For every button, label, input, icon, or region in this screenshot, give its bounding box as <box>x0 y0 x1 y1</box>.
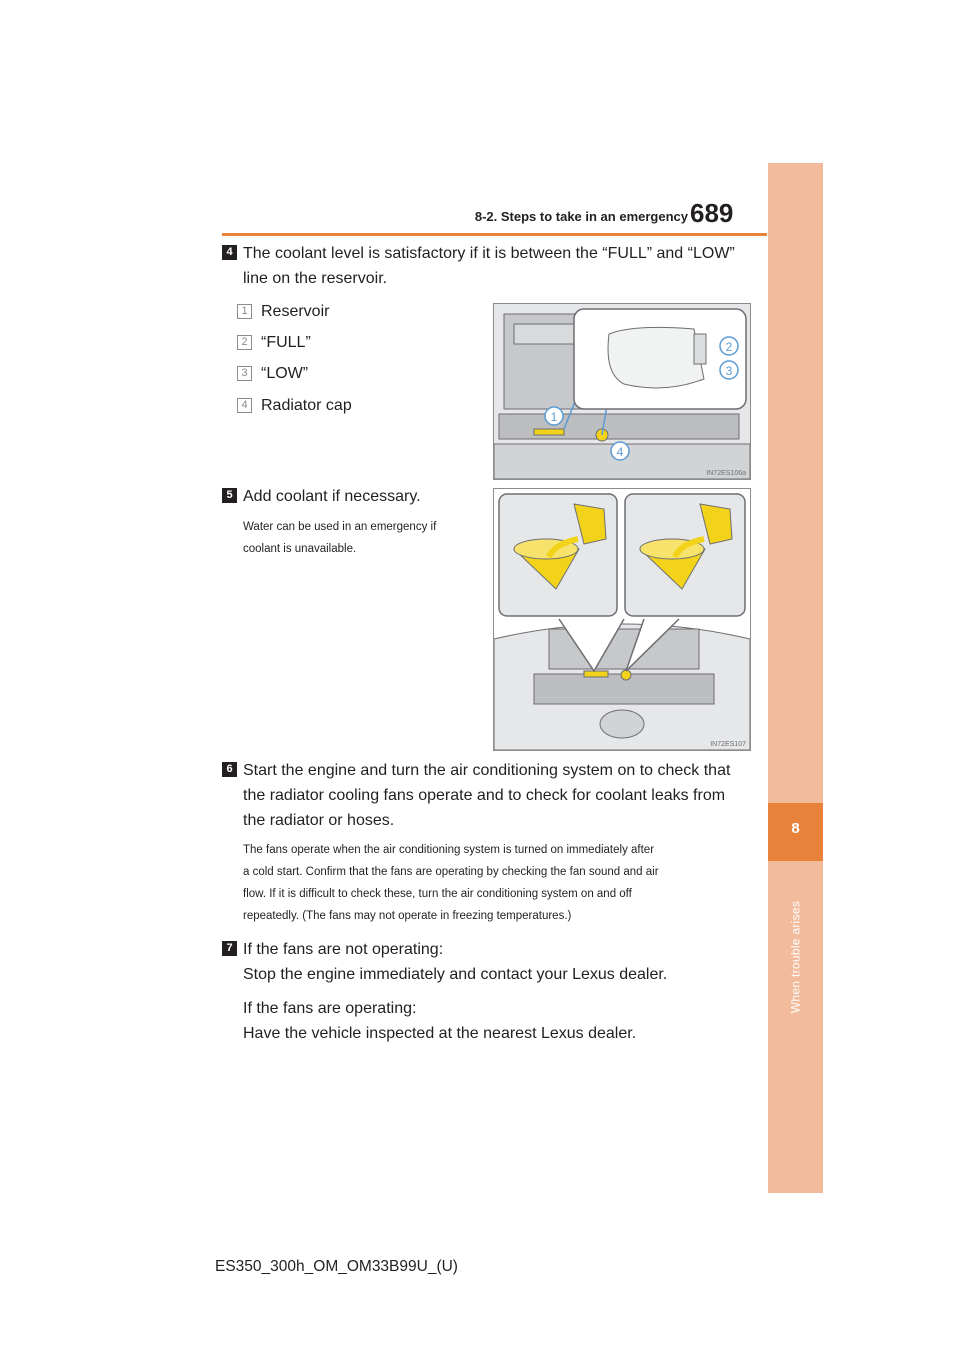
step-6-note-line: flow. If it is difficult to check these, turn the air conditioning system on and off <box>243 888 632 900</box>
callout-number: 4 <box>237 398 252 413</box>
step-6-note-line: a cold start. Confirm that the fans are operating by checking the fan sound and air <box>243 866 659 878</box>
step-6-line: Start the engine and turn the air conditioning system on to check that <box>243 762 731 779</box>
callout-number: 2 <box>237 335 252 350</box>
step-6-text <box>243 758 745 833</box>
figure-code: IN72ES106a <box>706 470 746 477</box>
step-marker: 6 <box>222 762 237 777</box>
step-6-line: the radiator cooling fans operate and to check for coolant leaks from <box>243 787 726 804</box>
step-5-note <box>243 516 488 560</box>
step-7-paragraph-2 <box>243 996 745 1046</box>
step-5-note-line: Water can be used in an emergency if <box>243 521 437 533</box>
document-code: ES350_300h_OM_OM33B99U_(U) <box>215 1258 458 1275</box>
svg-text:1: 1 <box>550 410 558 424</box>
section-title: 8-2. Steps to take in an emergency <box>474 209 688 224</box>
step-7-line: If the fans are operating: <box>243 1000 417 1017</box>
callout-number: 1 <box>237 304 252 319</box>
chapter-tab <box>768 163 823 1193</box>
svg-text:3: 3 <box>725 364 733 378</box>
step-marker: 4 <box>222 245 237 260</box>
step-7-line: Stop the engine immediately and contact your Lexus dealer. <box>243 966 668 983</box>
callout-label: Radiator cap <box>261 397 352 414</box>
step-6-note-line: The fans operate when the air conditioning system is turned on immediately after <box>243 844 655 856</box>
step-6-note <box>243 839 745 927</box>
step-5-text: Add coolant if necessary. <box>243 488 421 505</box>
reservoir-figure <box>493 303 751 480</box>
step-marker: 5 <box>222 488 237 503</box>
step-4-text <box>243 241 743 291</box>
step-7-paragraph-1 <box>243 937 745 987</box>
callout-label: “FULL” <box>261 334 311 351</box>
step-6-note-line: repeatedly. (The fans may not operate in freezing temperatures.) <box>243 910 572 922</box>
header-rule <box>222 233 767 236</box>
step-4-line: line on the reservoir. <box>243 270 388 287</box>
add-coolant-illustration <box>494 489 750 750</box>
chapter-title: When trouble arises <box>788 900 803 1014</box>
engine-bay-illustration <box>494 304 750 479</box>
add-coolant-figure <box>493 488 751 751</box>
step-marker: 7 <box>222 941 237 956</box>
chapter-number: 8 <box>791 820 800 837</box>
svg-text:4: 4 <box>616 445 624 459</box>
step-6-line: the radiator or hoses. <box>243 812 395 829</box>
step-5-note-line: coolant is unavailable. <box>243 543 357 555</box>
step-4-line: The coolant level is satisfactory if it is between the “FULL” and “LOW” <box>243 245 735 262</box>
callout-label: “LOW” <box>261 365 309 382</box>
page-number: 689 <box>690 198 734 228</box>
step-7-line: Have the vehicle inspected at the nearest Lexus dealer. <box>243 1025 637 1042</box>
callout-number: 3 <box>237 366 252 381</box>
step-7-line: If the fans are not operating: <box>243 941 444 958</box>
svg-text:2: 2 <box>725 340 733 354</box>
figure-code: IN72ES107 <box>710 741 746 748</box>
callout-label: Reservoir <box>261 303 330 320</box>
